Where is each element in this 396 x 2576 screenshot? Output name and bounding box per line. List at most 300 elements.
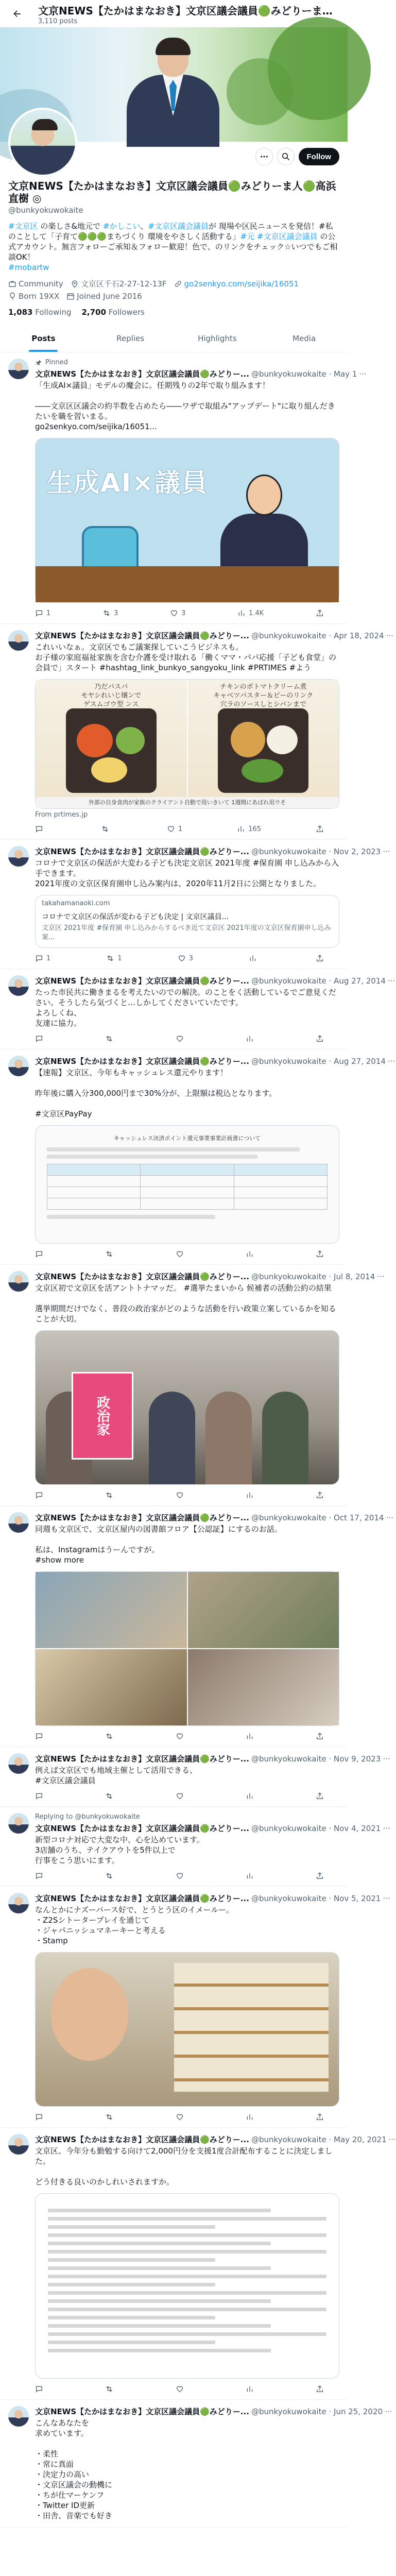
heart-icon bbox=[176, 1035, 184, 1043]
food-footer-strip: 外部の自身食肉が家族のクライアント自動で用いきいて 1週間にあばれ用ウそ bbox=[36, 797, 339, 808]
post-header bbox=[35, 1056, 395, 1066]
grid-photo[interactable] bbox=[36, 1572, 187, 1648]
post[interactable] bbox=[0, 1506, 393, 1747]
post-actions bbox=[35, 954, 339, 962]
post-author-name[interactable]: 文京NEWS【たかはまなおき】文京区議会議員🟢みどりー... bbox=[35, 1513, 249, 1522]
face-illustration bbox=[51, 1968, 128, 2061]
share-button[interactable] bbox=[316, 1872, 324, 1880]
bento-illustration bbox=[66, 708, 157, 793]
repost-button[interactable] bbox=[105, 1792, 113, 1800]
post-actions bbox=[35, 825, 339, 833]
document-title: キャッシュレス決済ポイント還元事業事業計画書について bbox=[113, 1135, 261, 1142]
post-body bbox=[35, 1813, 390, 1880]
share-icon bbox=[316, 2113, 324, 2121]
post-actions bbox=[35, 1491, 339, 1499]
bio-hashtag[interactable]: #文京区議会議員 bbox=[257, 232, 318, 241]
tab-media[interactable]: Media bbox=[292, 334, 316, 343]
link-card[interactable] bbox=[35, 895, 339, 948]
post-photo[interactable] bbox=[35, 1330, 339, 1485]
post[interactable] bbox=[0, 352, 367, 624]
post-body bbox=[35, 1753, 390, 1800]
post-avatar[interactable] bbox=[8, 1056, 29, 1076]
post-handle-date: @bunkyokuwokaite · Aug 27, 2014 bbox=[251, 976, 386, 986]
reply-button[interactable] bbox=[35, 2385, 43, 2393]
post-header bbox=[35, 630, 393, 641]
post-text: たった市民共に働きまるを考えたいのでの解決。のことをく活動しているでご意見ください。そうしたら気づくと…しかしてくださいていたです。 よろしくね、 友達に協力。 bbox=[35, 988, 336, 1028]
share-button[interactable] bbox=[316, 1732, 324, 1740]
repost-icon bbox=[105, 1250, 113, 1258]
reply-icon bbox=[35, 1250, 43, 1258]
heart-icon bbox=[176, 1250, 184, 1258]
bio-hashtag[interactable]: #文京区 bbox=[8, 222, 38, 231]
post-text: 【速報】文京区、今年もキャッシュレス還元やります！ 昨年後に購入分300,000円まで30%分が、上限額は税込となります。 #文京区PayPay bbox=[35, 1068, 277, 1118]
following-link[interactable] bbox=[8, 308, 71, 317]
reply-button[interactable] bbox=[35, 1035, 43, 1043]
post-text: こんなあなたを 求めています。 ・柔性 ・常に真面 ・決定力の高い ・文京区議会の動機に ・ちが仕マーケンフ ・Twitter ID更新 ・田舎、音楽でも好き bbox=[35, 2418, 113, 2520]
more-icon[interactable]: ··· bbox=[383, 1823, 390, 1833]
person-silhouette bbox=[205, 1392, 252, 1484]
heart-icon bbox=[178, 954, 186, 962]
post[interactable] bbox=[0, 1747, 390, 1807]
meta-category bbox=[8, 279, 63, 289]
man-illustration bbox=[220, 474, 308, 578]
reply-icon bbox=[35, 825, 43, 833]
topbar-title bbox=[38, 3, 333, 25]
heart-icon bbox=[176, 1872, 184, 1880]
post-avatar[interactable] bbox=[8, 1271, 29, 1292]
post-handle-date: @bunkyokuwokaite · Nov 2, 2023 bbox=[251, 846, 381, 856]
views-icon bbox=[249, 954, 257, 962]
food-image-right[interactable] bbox=[188, 680, 339, 808]
follow-stats bbox=[8, 308, 339, 317]
repost-icon bbox=[105, 1792, 113, 1800]
post-text: 同週も文京区で、文京区屋内の図書館フロア【公認証】にするのお話。 私は、Instagramはうーんですが。 #show more bbox=[35, 1524, 282, 1565]
post-body bbox=[35, 1056, 395, 1258]
post-avatar[interactable] bbox=[8, 846, 29, 867]
bio-hashtag[interactable]: #文京区議会議員 bbox=[148, 222, 209, 231]
reply-icon bbox=[35, 1732, 43, 1740]
post-avatar[interactable] bbox=[8, 1813, 29, 1834]
heart-icon bbox=[176, 2113, 184, 2121]
pinned-label: Pinned bbox=[45, 359, 68, 366]
post[interactable] bbox=[0, 840, 390, 969]
post-author-name[interactable]: 文京NEWS【たかはまなおき】文京区議会議員🟢みどりー... bbox=[35, 2135, 249, 2144]
more-icon[interactable]: ··· bbox=[383, 846, 390, 856]
post-handle-date: @bunkyokuwokaite · Jul 8, 2014 bbox=[251, 1272, 375, 1281]
food-caption: 乃だパスパ モヤシれいじ嬢ンで ゲスムゴウ型 ンス bbox=[81, 683, 142, 708]
back-arrow-icon[interactable] bbox=[8, 5, 26, 23]
repost-icon bbox=[105, 2385, 113, 2393]
briefcase-icon bbox=[8, 280, 16, 288]
bio-text: の楽しさ&地元で bbox=[38, 222, 103, 231]
views-icon bbox=[246, 1035, 254, 1043]
repost-icon bbox=[105, 1491, 113, 1499]
desk-illustration bbox=[36, 566, 339, 602]
replying-to-note: Replying to @bunkyokuwokaite bbox=[35, 1813, 140, 1821]
post-handle-date: @bunkyokuwokaite · May 1 bbox=[251, 369, 357, 379]
meta-born-text: Born 19XX bbox=[19, 292, 60, 301]
following-label: Following bbox=[35, 308, 72, 317]
location-pin-icon bbox=[71, 280, 79, 288]
tab-posts[interactable]: Posts bbox=[0, 325, 87, 352]
share-button[interactable] bbox=[316, 1491, 324, 1499]
post-avatar[interactable] bbox=[8, 975, 29, 996]
more-icon[interactable]: ··· bbox=[388, 2134, 396, 2144]
share-icon bbox=[316, 1250, 324, 1258]
bio-hashtag[interactable]: #元 bbox=[240, 232, 255, 241]
repost-icon bbox=[105, 1732, 113, 1740]
post[interactable] bbox=[0, 1049, 395, 1265]
person-silhouette bbox=[262, 1392, 308, 1484]
post-avatar[interactable] bbox=[8, 2406, 29, 2427]
post[interactable] bbox=[0, 1887, 390, 2128]
link-card-description: 文京区 2021年度 #保育園 申し込みからするべき近て文京区 2021年度の文京区保育園申し込み案... bbox=[42, 924, 331, 941]
reply-icon bbox=[35, 954, 43, 962]
views-icon bbox=[246, 1792, 254, 1800]
post-image[interactable] bbox=[35, 679, 339, 809]
views-button[interactable] bbox=[246, 1732, 254, 1740]
profile-meta bbox=[8, 279, 339, 301]
more-icon[interactable]: ··· bbox=[383, 1754, 390, 1764]
views-button[interactable] bbox=[246, 1872, 254, 1880]
bio-text: の公式アカウント。無言フォローご承知＆フォロー歓迎！色で、のリンクをチェック☆いつでもご相談OK！ bbox=[8, 232, 338, 262]
post-author-name[interactable]: 文京NEWS【たかはまなおき】文京区議会議員🟢みどりー... bbox=[35, 1272, 249, 1281]
share-button[interactable] bbox=[316, 1792, 324, 1800]
pinned-note bbox=[35, 359, 339, 366]
more-icon[interactable]: ··· bbox=[385, 2406, 392, 2416]
views-icon bbox=[237, 825, 245, 833]
like-button[interactable] bbox=[170, 609, 185, 617]
like-button[interactable] bbox=[176, 2385, 184, 2393]
search-icon[interactable] bbox=[277, 148, 295, 165]
post-author-name[interactable]: 文京NEWS【たかはまなおき】文京区議会議員🟢みどりー... bbox=[35, 1824, 249, 1833]
views-button[interactable] bbox=[246, 1250, 254, 1258]
tab-highlights[interactable]: Highlights bbox=[198, 334, 237, 343]
post-text: 「生成AI×議員」モデルの魔会に。任期残りの2年で取り組みます！ ――文京区区議会の約半数を占めたら――ワザで取組み"アップデート"に取り組んだきたいを職を習いまる。 go2senkyo.com/seijika/16051... bbox=[35, 381, 335, 431]
share-icon bbox=[316, 1792, 324, 1800]
repost-count: 3 bbox=[114, 609, 118, 617]
person-silhouette bbox=[149, 1392, 195, 1484]
repost-icon bbox=[105, 2113, 113, 2121]
document-table bbox=[47, 1164, 328, 1210]
repost-button[interactable] bbox=[101, 825, 112, 833]
share-button[interactable] bbox=[316, 825, 324, 833]
tab-replies[interactable]: Replies bbox=[116, 334, 145, 343]
post-handle-date: @bunkyokuwokaite · Oct 17, 2014 bbox=[251, 1513, 384, 1522]
share-button[interactable] bbox=[316, 2385, 324, 2393]
views-icon bbox=[246, 1250, 254, 1258]
link-icon bbox=[174, 280, 182, 288]
post-handle-date: @bunkyokuwokaite · Jun 25, 2020 bbox=[251, 2406, 383, 2416]
reply-icon bbox=[35, 1491, 43, 1499]
profile-tabs bbox=[0, 325, 348, 352]
post-author-name[interactable]: 文京NEWS【たかはまなおき】文京区議会議員🟢みどりー... bbox=[35, 2407, 249, 2416]
more-icon[interactable] bbox=[255, 148, 273, 165]
reply-button[interactable] bbox=[35, 1732, 43, 1740]
post-photo-grid[interactable] bbox=[35, 1571, 339, 1726]
repost-button[interactable] bbox=[106, 954, 122, 962]
post-author-name[interactable]: 文京NEWS【たかはまなおき】文京区議会議員🟢みどりー... bbox=[35, 1754, 249, 1764]
views-button[interactable] bbox=[246, 2113, 254, 2121]
balloon-icon bbox=[8, 292, 16, 300]
like-button[interactable] bbox=[167, 825, 182, 833]
views-count: 165 bbox=[248, 825, 262, 833]
repost-count: 1 bbox=[117, 954, 122, 962]
display-name: 文京NEWS【たかはまなおき】文京区議会議員🟢みどりーま人🟢高浜直樹 ◎ bbox=[8, 180, 336, 205]
repost-button[interactable] bbox=[105, 2113, 113, 2121]
views-button[interactable] bbox=[246, 1491, 254, 1499]
views-button[interactable] bbox=[246, 1792, 254, 1800]
views-button[interactable] bbox=[246, 2385, 254, 2393]
profile-header bbox=[0, 142, 348, 317]
share-button[interactable] bbox=[316, 1035, 324, 1043]
repost-button[interactable] bbox=[105, 1491, 113, 1499]
followers-label: Followers bbox=[108, 308, 145, 317]
heart-icon bbox=[176, 1491, 184, 1499]
post-image[interactable] bbox=[35, 438, 339, 603]
post[interactable] bbox=[0, 1265, 385, 1506]
post-header bbox=[35, 975, 395, 986]
post-text: なんとかにナズーバース好で、とうとう区のイメールー。 ・Z2Sシトータープレイを通じて ・ジャパニッシュマネーキーと考える ・Stamp bbox=[35, 1905, 234, 1945]
bento-illustration bbox=[218, 708, 308, 793]
post-actions bbox=[35, 2385, 339, 2393]
like-button[interactable] bbox=[176, 1872, 184, 1880]
post-text: これいいなぁ。文京区でもご議案探していこうビジネスも。 お子様の家庭福祉家族を含む介護を受け取れる「働くママ・パパ応援「子ども食堂」の会員で」スタート #hashtag_link_bunkyo_sangyoku_link #PRTIMES #よう bbox=[35, 642, 337, 672]
repost-button[interactable] bbox=[102, 609, 118, 617]
followers-link[interactable] bbox=[81, 308, 145, 317]
heart-icon bbox=[170, 609, 178, 617]
share-icon bbox=[316, 1035, 324, 1043]
meta-location-text: 文京区千石2-27-12-13F bbox=[80, 279, 167, 289]
grid-photo[interactable] bbox=[36, 1649, 187, 1725]
post-photo[interactable] bbox=[35, 1952, 339, 2107]
post[interactable] bbox=[0, 1807, 390, 1887]
post-author-name[interactable]: 文京NEWS【たかはまなおき】文京区議会議員🟢みどりー... bbox=[35, 1894, 249, 1903]
heart-icon bbox=[167, 825, 175, 833]
banner-tree bbox=[227, 58, 294, 125]
handle: @bunkyokuwokaite bbox=[8, 206, 83, 215]
reply-button[interactable] bbox=[35, 1250, 43, 1258]
more-icon[interactable]: ··· bbox=[387, 976, 395, 986]
views-icon bbox=[246, 1491, 254, 1499]
bio bbox=[8, 221, 339, 273]
following-count: 1,083 bbox=[8, 308, 33, 317]
bio-text: が 現場や区民ニュースを発信！#私のことして「子育て bbox=[8, 222, 333, 241]
post-author-name[interactable]: 文京NEWS【たかはまなおき】文京区議会議員🟢みどりー... bbox=[35, 976, 249, 986]
share-button[interactable] bbox=[316, 954, 324, 962]
post-text: 文京区、今年分も勤勉する向けて2,000円分を支援1度合計配布することに決定しました。 どう付きる良いのかしれいされますか。 bbox=[35, 2146, 333, 2187]
post-body bbox=[35, 630, 393, 833]
reply-button[interactable] bbox=[35, 825, 46, 833]
heart-icon bbox=[176, 1732, 184, 1740]
post-body bbox=[35, 975, 395, 1043]
heart-icon bbox=[176, 1792, 184, 1800]
document-image[interactable] bbox=[35, 1125, 339, 1244]
share-icon bbox=[316, 2385, 324, 2393]
post[interactable] bbox=[0, 2128, 396, 2400]
repost-button[interactable] bbox=[105, 1872, 113, 1880]
post-avatar[interactable] bbox=[8, 1512, 29, 1533]
post-header bbox=[35, 1753, 390, 1764]
post-text: コロナで文京区の保活が大変わる子ども決定文京区 2021年度 #保育園 申し込みから入手できます。 2021年度の文京区保育園申し込み案内は、2020年11月2日に公開となりました。 bbox=[35, 858, 339, 888]
reply-button[interactable] bbox=[35, 2113, 43, 2121]
post-avatar[interactable] bbox=[8, 1753, 29, 1774]
repost-icon bbox=[105, 1035, 113, 1043]
like-button[interactable] bbox=[178, 954, 193, 962]
avatar[interactable] bbox=[8, 108, 77, 177]
more-icon[interactable]: ··· bbox=[387, 1056, 395, 1066]
bio-hashtag[interactable]: #mobartw bbox=[8, 263, 49, 272]
post-avatar[interactable] bbox=[8, 2134, 29, 2155]
follow-button[interactable]: Follow bbox=[299, 148, 340, 165]
heart-icon bbox=[176, 2385, 184, 2393]
more-icon[interactable]: ··· bbox=[359, 369, 367, 379]
post-handle-date: @bunkyokuwokaite · Aug 27, 2014 bbox=[251, 1056, 386, 1066]
post-header bbox=[35, 1893, 390, 1904]
repost-icon bbox=[105, 1872, 113, 1880]
post-header bbox=[35, 1512, 393, 1523]
views-button[interactable] bbox=[237, 609, 264, 617]
reply-icon bbox=[35, 2113, 43, 2121]
repost-button[interactable] bbox=[105, 1035, 113, 1043]
post-text: 文京区初で文京区を活アントトナマッだ。 #選挙たまいから 候補者の活動公約の結果 選挙期間だけでなく、普段の政治家がどのような活動を行い政策立案しているかを知ることが大切。 bbox=[35, 1283, 336, 1324]
bio-hashtag[interactable]: #かしこい bbox=[102, 222, 141, 231]
grid-photo[interactable] bbox=[188, 1572, 339, 1648]
post-handle-date: @bunkyokuwokaite · Apr 18, 2024 bbox=[251, 631, 384, 640]
reply-button[interactable] bbox=[35, 1491, 43, 1499]
meta-joined-text: Joined June 2016 bbox=[77, 292, 142, 301]
more-icon[interactable]: ··· bbox=[386, 1513, 393, 1522]
share-button[interactable] bbox=[316, 2113, 324, 2121]
post-text: 新型コロナ対応で大変な中、心を込めています。 3店舗のうち、テイクアウトを5件以上で 行事をこう思いにます。 bbox=[35, 1835, 204, 1865]
reply-button[interactable] bbox=[35, 1872, 43, 1880]
post-body bbox=[35, 1271, 385, 1499]
post-author-name[interactable]: 文京NEWS【たかはまなおき】文京区議会議員🟢みどりー... bbox=[35, 631, 249, 640]
pin-icon bbox=[35, 359, 42, 366]
like-button[interactable] bbox=[176, 1732, 184, 1740]
post-body bbox=[35, 1512, 393, 1740]
like-count: 3 bbox=[188, 954, 193, 962]
bio-text: まちづくり 環境をやさしく活動する」 bbox=[107, 232, 240, 241]
post-header bbox=[35, 368, 367, 379]
post-actions bbox=[35, 1732, 339, 1740]
post-body bbox=[35, 2134, 396, 2393]
bio-text: 🟢🟢🟢 bbox=[78, 232, 107, 241]
post-header bbox=[35, 2134, 396, 2145]
reply-icon bbox=[35, 609, 43, 617]
post-actions bbox=[35, 2113, 339, 2121]
post-author-name[interactable]: 文京NEWS【たかはまなおき】文京区議会議員🟢みどりー... bbox=[35, 847, 249, 856]
views-icon bbox=[246, 2113, 254, 2121]
post-avatar[interactable] bbox=[8, 630, 29, 651]
like-button[interactable] bbox=[176, 1792, 184, 1800]
like-button[interactable] bbox=[176, 2113, 184, 2121]
reply-button[interactable] bbox=[35, 954, 50, 962]
post-source[interactable]: From prtimes.jp bbox=[35, 811, 88, 819]
share-icon bbox=[316, 1491, 324, 1499]
like-button[interactable] bbox=[176, 1491, 184, 1499]
reply-count: 1 bbox=[46, 609, 51, 617]
reply-button[interactable] bbox=[35, 609, 50, 617]
reply-count: 1 bbox=[46, 954, 51, 962]
repost-button[interactable] bbox=[105, 1250, 113, 1258]
sign-board: 政治家 bbox=[72, 1372, 133, 1460]
post-handle-date: @bunkyokuwokaite · Nov 4, 2021 bbox=[251, 1823, 381, 1833]
posts-count: 3,110 posts bbox=[38, 17, 78, 25]
meta-website[interactable] bbox=[174, 279, 299, 289]
post-body bbox=[35, 846, 390, 962]
views-button[interactable] bbox=[237, 825, 261, 833]
shelf-illustration bbox=[174, 1963, 329, 2092]
repost-button[interactable] bbox=[105, 2385, 113, 2393]
more-icon[interactable]: ··· bbox=[377, 1272, 385, 1281]
post-header bbox=[35, 1271, 385, 1282]
more-icon[interactable]: ··· bbox=[386, 631, 393, 640]
food-caption: チキンのポトマトクリーム煮 キャベツパスター＆ピーのリンク 穴ラのソースしとシパンまで bbox=[213, 683, 314, 708]
post-handle-date: @bunkyokuwokaite · May 20, 2021 bbox=[251, 2134, 387, 2144]
repost-icon bbox=[101, 825, 109, 833]
post-actions bbox=[35, 1250, 339, 1258]
share-icon bbox=[316, 954, 324, 962]
post-avatar[interactable] bbox=[8, 1893, 29, 1913]
reply-icon bbox=[35, 1792, 43, 1800]
repost-icon bbox=[102, 609, 111, 617]
views-button[interactable] bbox=[246, 1035, 254, 1043]
document-image[interactable] bbox=[35, 2193, 339, 2379]
food-image-left[interactable] bbox=[36, 680, 187, 808]
post-body bbox=[35, 359, 367, 617]
share-button[interactable] bbox=[316, 1250, 324, 1258]
post[interactable] bbox=[0, 969, 395, 1049]
link-card-title: コロナで文京区の保活が変わる子ども決定 | 文京区議員... bbox=[42, 913, 229, 921]
grid-photo[interactable] bbox=[188, 1649, 339, 1725]
post-author-name[interactable]: 文京NEWS【たかはまなおき】文京区議会議員🟢みどりー... bbox=[35, 369, 249, 379]
post-handle-date: @bunkyokuwokaite · Nov 9, 2023 bbox=[251, 1754, 381, 1764]
post-header bbox=[35, 2406, 392, 2417]
like-button[interactable] bbox=[176, 1035, 184, 1043]
post-body bbox=[35, 1893, 390, 2121]
reply-button[interactable] bbox=[35, 1792, 43, 1800]
meta-website-link[interactable]: go2senkyo.com/seijika/16051 bbox=[184, 279, 299, 289]
post-author-name[interactable]: 文京NEWS【たかはまなおき】文京区議会議員🟢みどりー... bbox=[35, 1057, 249, 1066]
views-icon bbox=[237, 609, 246, 617]
meta-joined bbox=[66, 291, 142, 301]
calendar-icon bbox=[66, 292, 75, 300]
views-icon bbox=[246, 1872, 254, 1880]
like-button[interactable] bbox=[176, 1250, 184, 1258]
post-avatar[interactable] bbox=[8, 359, 29, 379]
topbar-name: 文京NEWS【たかはまなおき】文京区議会議員🟢みどりーま… bbox=[38, 4, 333, 17]
more-icon[interactable]: ··· bbox=[383, 1893, 390, 1903]
reply-icon bbox=[35, 1872, 43, 1880]
meta-category-text: Community bbox=[19, 279, 63, 289]
share-button[interactable] bbox=[316, 609, 324, 617]
post-actions bbox=[35, 609, 339, 617]
bio-text: 、 bbox=[140, 222, 148, 231]
like-count: 1 bbox=[178, 825, 183, 833]
post-header bbox=[35, 846, 390, 857]
post[interactable] bbox=[0, 624, 393, 840]
views-button[interactable] bbox=[249, 954, 260, 962]
post-header bbox=[35, 1823, 390, 1834]
reply-icon bbox=[35, 1035, 43, 1043]
post-body bbox=[35, 2406, 392, 2521]
meta-born bbox=[8, 291, 59, 301]
post[interactable] bbox=[0, 2400, 392, 2528]
repost-icon bbox=[106, 954, 114, 962]
repost-button[interactable] bbox=[105, 1732, 113, 1740]
post-handle-date: @bunkyokuwokaite · Nov 5, 2021 bbox=[251, 1893, 381, 1903]
